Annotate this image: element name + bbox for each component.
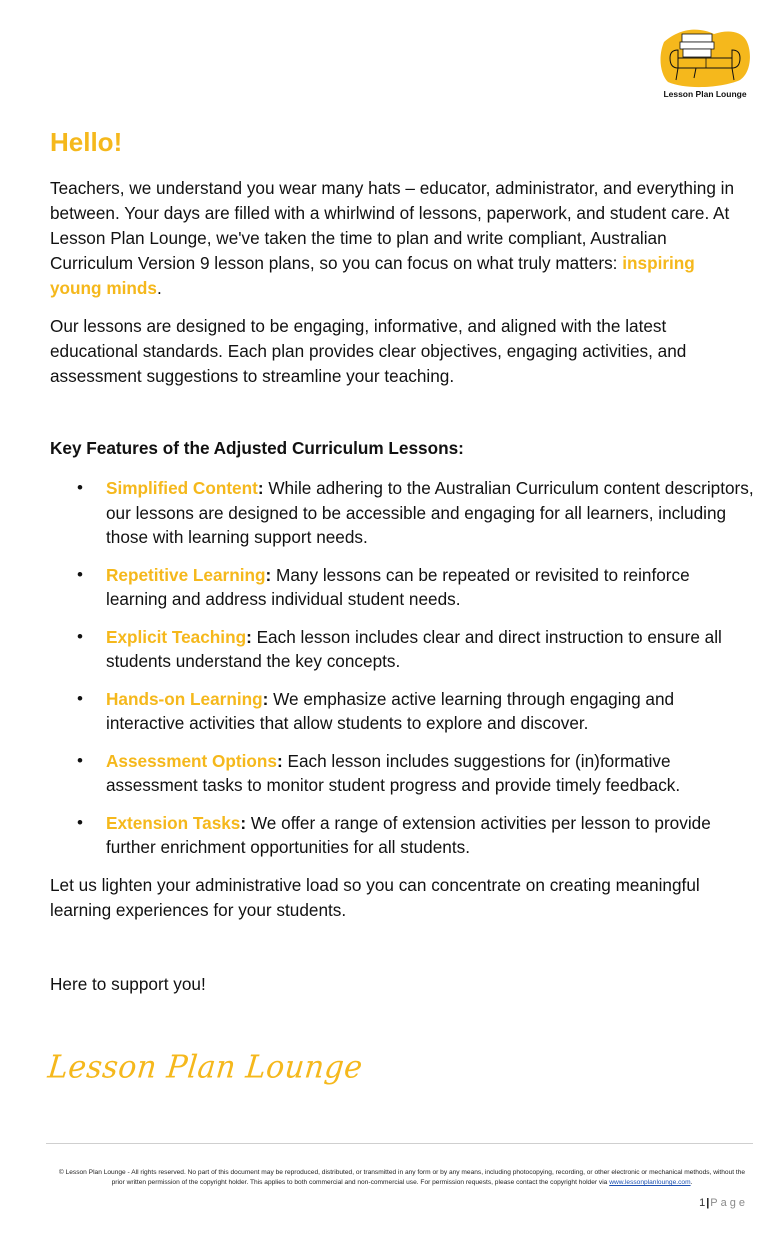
intro-end: . [156,278,162,298]
feature-colon: : [265,564,272,585]
feature-item [50,563,755,612]
greeting-heading: Hello! [50,127,123,157]
copyright-end: . [690,1179,693,1186]
feature-item [50,625,755,674]
feature-text: Many lessons can be repeated or revisited to reinforce learning and address individual student needs. [106,564,690,609]
copyright-notice [52,1168,752,1188]
feature-text: Each lesson includes clear and direct instruction to ensure all students understand the key concepts. [106,626,722,671]
feature-colon: : [257,478,264,498]
feature-name: Repetitive Learning [106,564,266,585]
feature-text: We offer a range of extension activities per lesson to provide further enrichment opportunities for all students. [106,812,711,857]
feature-item [50,749,755,798]
feature-name: Explicit Teaching [106,626,247,647]
bullet-icon: • [77,812,83,832]
bullet-icon: • [77,688,83,708]
website-link[interactable]: www.lessonplanlounge.com [609,1179,691,1186]
features-heading: Key Features of the Adjusted Curriculum Lessons: [50,438,464,458]
intro-text: Teachers, we understand you wear many hats – educator, administrator, and everything in between. Your days are filled with a whirlwind of lessons, paperwork, and student care. At Lesson Plan Lounge, we've taken the time to plan and write compliant, Australian Curriculum Version 9 lesson plans, so you can focus on what truly matters: [50,178,735,273]
logo [656,28,754,100]
feature-text: We emphasize active learning through engaging and interactive activities that allow students to explore and discover. [106,688,675,733]
standards-paragraph: Our lessons are designed to be engaging, informative, and aligned with the latest educational standards. Each plan provides clear objectives, engaging activities, and assessment suggestions to streamline your teaching. [50,316,687,386]
bullet-icon: • [77,478,83,497]
feature-name: Assessment Options [106,750,277,771]
feature-name: Hands-on Learning [106,688,263,709]
feature-text: While adhering to the Australian Curriculum content descriptors, our lessons are designed to be accessible and engaging for all learners, including those with learning support needs. [106,478,754,547]
page-separator: | [706,1197,711,1209]
bullet-icon: • [77,564,83,584]
page-word: Page [710,1197,748,1209]
feature-colon: : [276,750,283,771]
armchair-books-logo-icon [656,28,754,90]
feature-item [50,811,755,860]
feature-colon: : [246,626,252,647]
bullet-icon: • [77,750,83,770]
feature-name: Extension Tasks [106,812,241,833]
copyright-text: © Lesson Plan Lounge - All rights reserved. No part of this document may be reproduced, distributed, or transmitted in any form or by any means, including photocopying, recording, or other electronic or mechanical methods, without the prior written permission of the copyright holder. This applies to both commercial and non-commercial use. For permission requests, please contact the copyright holder via [58,1169,746,1186]
logo-text: Lesson Plan Lounge [663,89,747,99]
bullet-icon: • [77,626,83,646]
signoff-text: Here to support you! [50,974,206,994]
features-list [50,476,755,873]
feature-colon: : [262,688,269,709]
signature: Lesson Plan Lounge [46,1049,365,1086]
page-number [699,1197,748,1209]
page-number-value: 1 [699,1197,707,1209]
intro-paragraph [50,176,750,301]
closing-paragraph: Let us lighten your administrative load so you can concentrate on creating meaningful learning experiences for your students. [50,875,700,920]
footer-divider [46,1143,753,1144]
feature-colon: : [240,812,247,833]
feature-text: Each lesson includes suggestions for (in)formative assessment tasks to monitor student progress and provide timely feedback. [106,750,681,795]
feature-item [50,476,755,550]
feature-name: Simplified Content [106,478,258,498]
intro-highlight: inspiring young minds [50,253,695,298]
feature-item [50,687,755,736]
